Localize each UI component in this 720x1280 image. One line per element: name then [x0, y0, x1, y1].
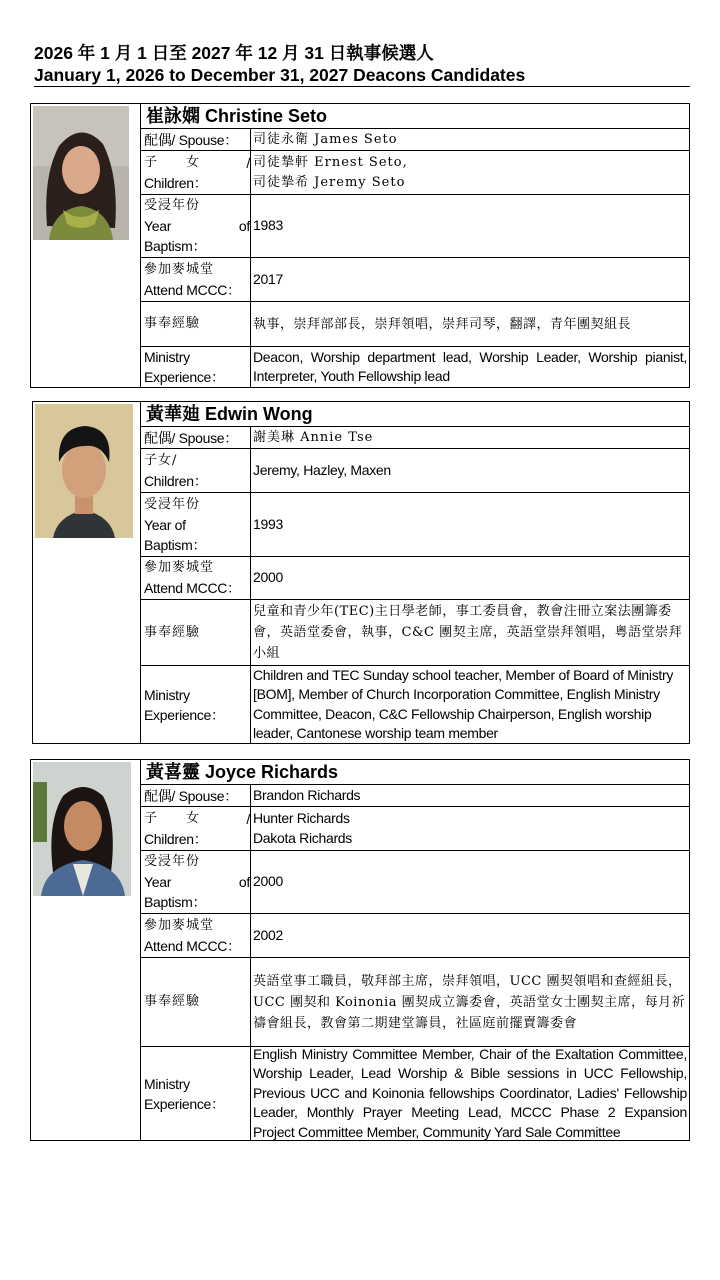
baptism-row	[141, 493, 689, 557]
baptism-label: 受浸年份 Year of Baptism：	[141, 851, 251, 913]
candidate-photo	[33, 762, 131, 896]
ministry-zh-value: 執事，崇拜部部長，崇拜領唱，崇拜司琴，翻譯，青年團契組長	[253, 316, 632, 332]
ministry-zh-row	[141, 302, 689, 347]
spouse-value: 司徒永衛 James Seto	[253, 131, 398, 147]
ministry-en-row	[141, 1047, 689, 1140]
spouse-value: 謝美琳 Annie Tse	[253, 429, 374, 445]
ministry-en-row	[141, 666, 689, 743]
candidate-name: 黃華廸 Edwin Wong	[141, 402, 689, 427]
spouse-row	[141, 129, 689, 151]
attend-label: 參加麥城堂 Attend MCCC：	[141, 557, 251, 599]
baptism-value: 2000	[253, 873, 283, 890]
candidate-photo	[33, 106, 129, 240]
children-label: 子 女 / Children：	[141, 151, 251, 194]
spouse-label: 配偶/ Spouse：	[141, 129, 251, 150]
ministry-zh-label: 事奉經驗	[141, 302, 251, 346]
baptism-row	[141, 851, 689, 914]
attend-value: 2017	[253, 270, 283, 287]
children-label: 子 女 / Children：	[141, 807, 251, 850]
candidate-card-christine	[30, 103, 690, 388]
spouse-value: Brandon Richards	[253, 786, 361, 803]
spouse-row	[141, 785, 689, 807]
ministry-zh-label: 事奉經驗	[141, 600, 251, 665]
candidate-info	[140, 104, 689, 387]
baptism-value: 1993	[253, 515, 283, 532]
ministry-en-label: Ministry Experience：	[141, 347, 251, 387]
attend-row	[141, 557, 689, 600]
candidate-card-edwin	[32, 401, 690, 744]
spouse-row	[141, 427, 689, 449]
document-header	[34, 42, 690, 87]
ministry-en-value: English Ministry Committee Member, Chair of the Exaltation Committee, Worship Leader, Lead Worship & Bible sessions in UCC Fellowship, Previous UCC and Koinonia fellowships Coordinator, Ladies' Fellowship Leader, Monthly Prayer Meeting Lead, MCCC Phase 2 Expansion Project Committee Member, Community Yard Sale Committee	[253, 1045, 687, 1140]
attend-label: 參加麥城堂 Attend MCCC：	[141, 258, 251, 301]
title-english: January 1, 2026 to December 31, 2027 Deacons Candidates	[34, 65, 526, 85]
ministry-zh-row	[141, 600, 689, 666]
candidate-info	[140, 760, 689, 1140]
children-row	[141, 807, 689, 851]
ministry-zh-value: 兒童和青少年(TEC)主日學老師，事工委員會，教會注冊立案法團籌委會，英語堂委會，執事，C&C 團契主席，英語堂崇拜領唱，粵語堂崇拜小組	[253, 604, 683, 661]
ministry-en-label: Ministry Experience：	[141, 1047, 251, 1140]
children-value: Jeremy, Hazley, Maxen	[253, 461, 391, 478]
attend-value: 2002	[253, 926, 283, 943]
ministry-en-value: Deacon, Worship department lead, Worship Leader, Worship pianist, Interpreter, Youth Fellowship lead	[253, 348, 687, 384]
children-row	[141, 151, 689, 195]
candidate-card-joyce	[30, 759, 690, 1141]
children-label: 子女/ Children：	[141, 449, 251, 492]
children-value: Hunter Richards Dakota Richards	[253, 810, 352, 846]
baptism-label: 受浸年份 Year of Baptism：	[141, 195, 251, 257]
children-row	[141, 449, 689, 493]
ministry-en-label: Ministry Experience：	[141, 666, 251, 743]
candidate-name: 黃喜靈 Joyce Richards	[141, 760, 689, 785]
attend-row	[141, 258, 689, 302]
spouse-label: 配偶/ Spouse：	[141, 427, 251, 448]
baptism-value: 1983	[253, 217, 283, 234]
header-divider	[34, 86, 690, 87]
attend-value: 2000	[253, 569, 283, 586]
candidate-photo	[35, 404, 133, 538]
candidate-info	[140, 402, 689, 743]
ministry-zh-label: 事奉經驗	[141, 958, 251, 1046]
baptism-row	[141, 195, 689, 258]
ministry-en-row	[141, 347, 689, 387]
baptism-label: 受浸年份 Year of Baptism：	[141, 493, 251, 556]
children-value: 司徒摯軒 Ernest Seto, 司徒摯希 Jeremy Seto	[253, 155, 408, 190]
ministry-zh-row	[141, 958, 689, 1047]
ministry-en-value: Children and TEC Sunday school teacher, Member of Board of Ministry [BOM], Member of Church Incorporation Committee, English Ministry Committee, Deacon, C&C Fellowship Chairperson, English worship leader, Cantonese worship team member	[253, 666, 674, 741]
spouse-label: 配偶/ Spouse：	[141, 785, 251, 806]
attend-row	[141, 914, 689, 958]
attend-label: 參加麥城堂 Attend MCCC：	[141, 914, 251, 957]
candidate-name: 崔詠嫻 Christine Seto	[141, 104, 689, 129]
title-chinese: 2026 年 1 月 1 日至 2027 年 12 月 31 日執事候選人	[34, 43, 434, 63]
ministry-zh-value: 英語堂事工職員，敬拜部主席，崇拜領唱，UCC 團契領唱和查經組長，UCC 團契和 Koinonia 團契成立籌委會，英語堂女士團契主席，每月祈禱會組長，教會第二期建堂籌員，社區庭前擺賣籌委會	[253, 973, 686, 1031]
